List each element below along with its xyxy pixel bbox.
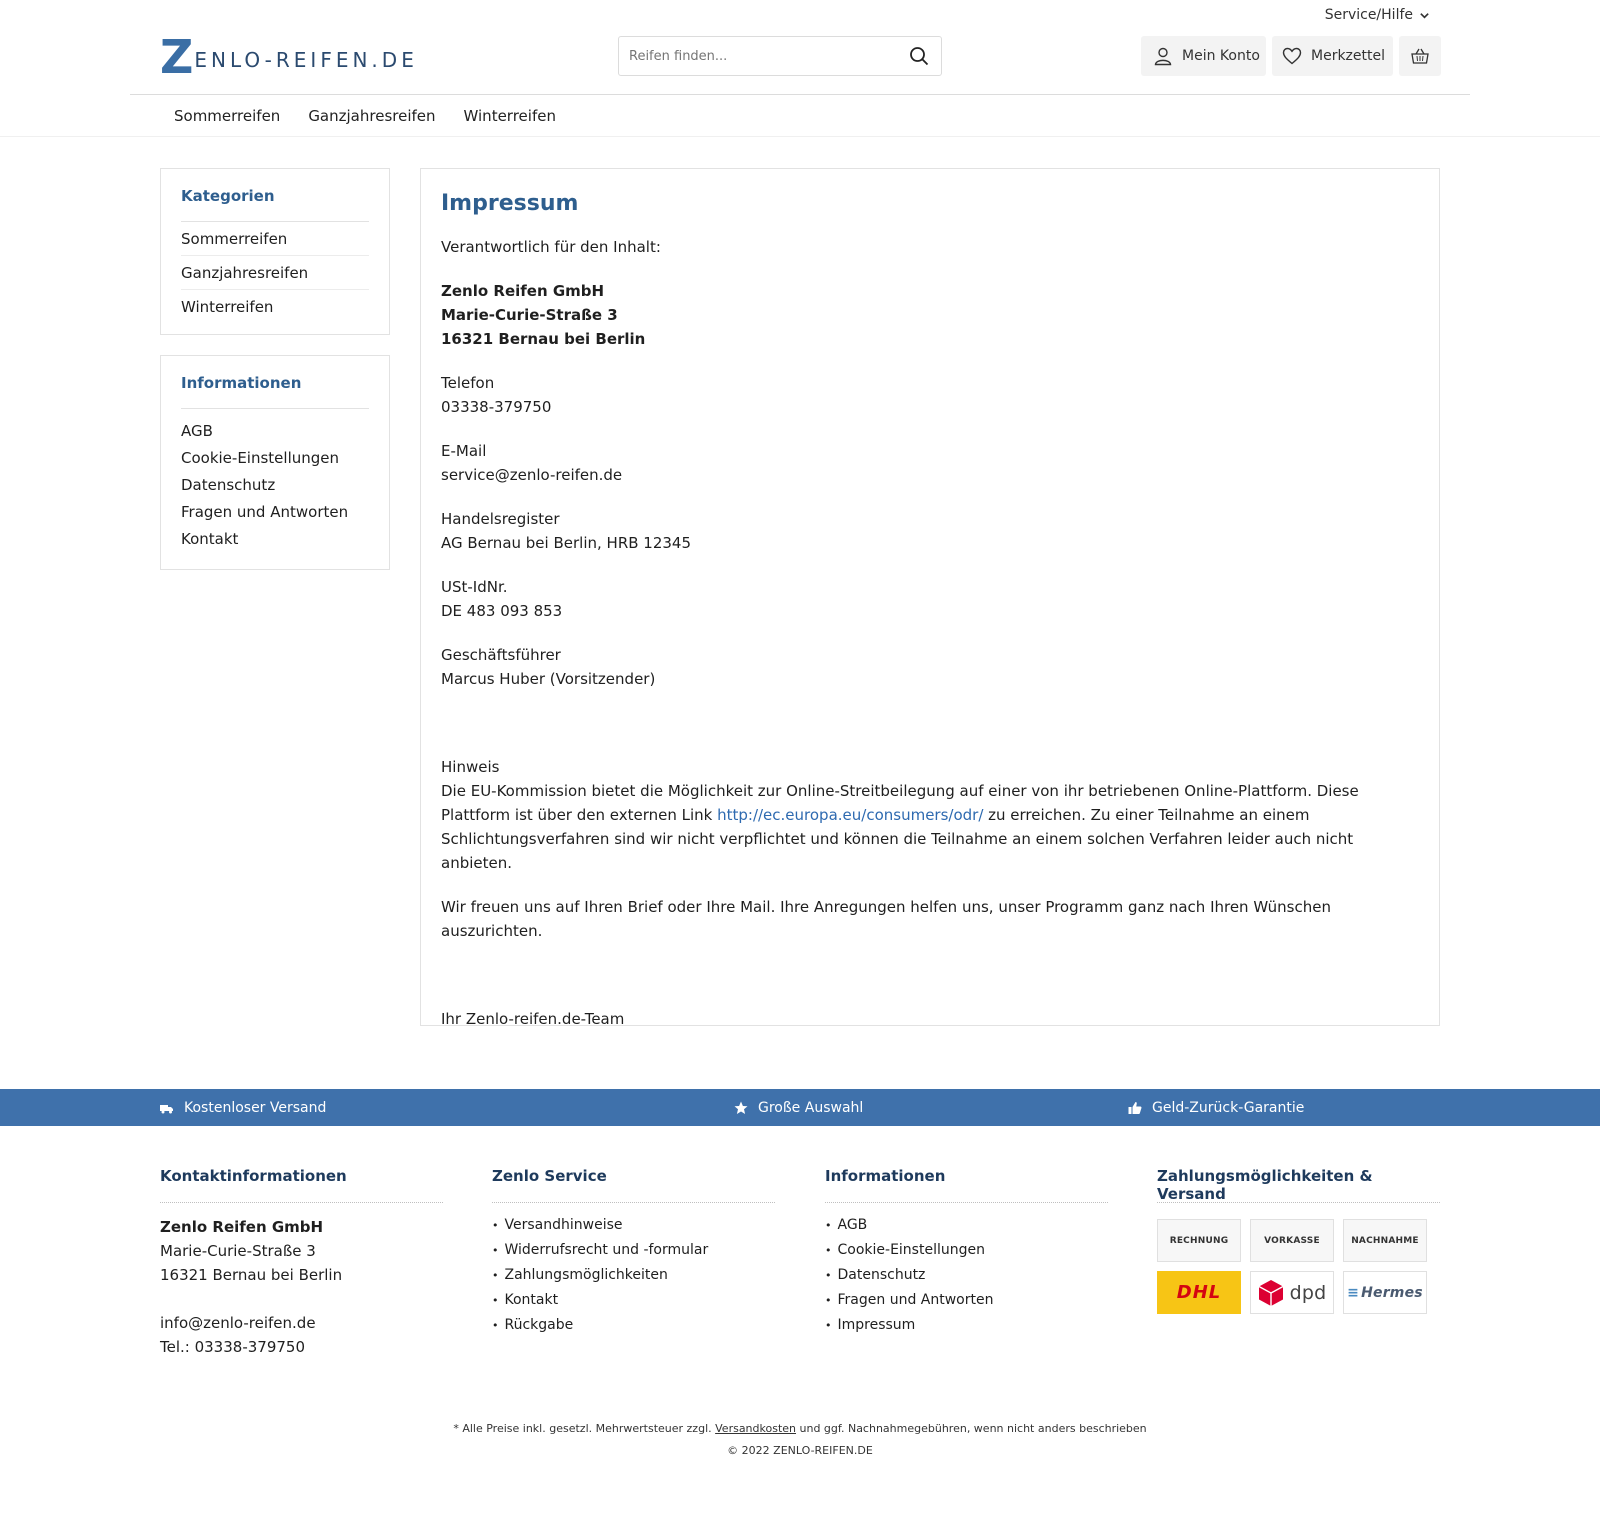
benefit-free-shipping <box>160 1089 326 1126</box>
benefit-label: Kostenloser Versand <box>184 1099 327 1116</box>
footer-information <box>825 1167 1108 1338</box>
sidebar-information <box>160 355 390 570</box>
footer-link-widerrufsrecht[interactable]: • Widerrufsrecht und -formular <box>492 1238 775 1263</box>
price-disclaimer <box>0 1418 1600 1440</box>
notice-block <box>441 755 1419 875</box>
footer-information-title: Informationen <box>825 1167 1108 1203</box>
account-button[interactable] <box>1141 36 1266 76</box>
company-address <box>441 279 1419 351</box>
payment-rechnung: RECHNUNG <box>1157 1219 1241 1262</box>
hermes-logo: Hermes <box>1361 1284 1423 1301</box>
thumbs-up-icon <box>1128 1101 1142 1115</box>
basket-icon <box>1410 46 1430 66</box>
dpd-logo: dpd <box>1289 1281 1327 1304</box>
main-navigation <box>0 95 1600 137</box>
notice-text-2: zu erreichen. Zu einer Teilnahme an einem Schlichtungsverfahren sind wir nicht verpflichtet und können die Teilnahme an einem solchen Verfahren leider auch nicht anbieten. <box>441 806 1354 872</box>
footer-payment <box>1157 1167 1440 1314</box>
footer-payment-title: Zahlungsmöglichkeiten & Versand <box>1157 1167 1440 1203</box>
payment-nachnahme: NACHNAHME <box>1343 1219 1427 1262</box>
cart-button[interactable] <box>1399 36 1441 76</box>
disclaimer-text-2: und ggf. Nachnahmegebühren, wenn nicht anders beschrieben <box>796 1422 1147 1435</box>
signature: Ihr Zenlo-reifen.de-Team <box>441 1010 625 1028</box>
service-help-label: Service/Hilfe <box>1324 7 1413 23</box>
impressum-content <box>420 168 1440 1026</box>
carrier-hermes <box>1343 1271 1427 1314</box>
footer-link-zahlungsmoeglichkeiten[interactable]: • Zahlungsmöglichkeiten <box>492 1263 775 1288</box>
notice-text-1: Die EU-Kommission bietet die Möglichkeit zur Online-Streitbeilegung auf einer von ihr betriebenen Online-Plattform. Diese Plattform ist über den externen Link <box>441 782 1359 824</box>
account-label: Mein Konto <box>1182 48 1260 64</box>
company-city: 16321 Bernau bei Berlin <box>441 330 646 348</box>
footer-contact-title: Kontaktinformationen <box>160 1167 443 1203</box>
footer-link-cookie-settings[interactable]: • Cookie-Einstellungen <box>825 1238 1108 1263</box>
odr-link[interactable]: http://ec.europa.eu/consumers/odr/ <box>717 806 984 824</box>
star-icon <box>734 1101 748 1115</box>
truck-icon <box>160 1101 174 1115</box>
nav-item-ganzjahresreifen[interactable]: Ganzjahresreifen <box>308 107 436 125</box>
email-label: E-Mail <box>441 442 487 460</box>
sidebar-information-title: Informationen <box>181 374 302 392</box>
logo-initial: Z <box>160 30 193 84</box>
wishlist-button[interactable] <box>1272 36 1393 76</box>
company-street: Marie-Curie-Straße 3 <box>441 306 618 324</box>
company-name: Zenlo Reifen GmbH <box>441 282 605 300</box>
search-bar <box>618 36 942 76</box>
footer-city: 16321 Bernau bei Berlin <box>160 1266 343 1284</box>
header <box>0 0 1600 95</box>
service-help-dropdown[interactable] <box>1325 7 1430 23</box>
shipping-costs-link[interactable]: Versandkosten <box>715 1422 797 1435</box>
search-icon <box>909 46 929 66</box>
page-title: Impressum <box>441 191 579 216</box>
email-value: service@zenlo-reifen.de <box>441 466 623 484</box>
footer-email[interactable]: info@zenlo-reifen.de <box>160 1314 316 1332</box>
footer-service <box>492 1167 775 1338</box>
ceo-value: Marcus Huber (Vorsitzender) <box>441 670 656 688</box>
sidebar-item-agb[interactable]: AGB <box>181 422 213 440</box>
footer-phone: Tel.: 03338-379750 <box>160 1338 305 1356</box>
logo[interactable] <box>160 30 418 84</box>
carrier-dpd <box>1250 1271 1334 1314</box>
notice-label: Hinweis <box>441 758 500 776</box>
footer-link-kontakt[interactable]: • Kontakt <box>492 1288 775 1313</box>
footer-link-datenschutz[interactable]: • Datenschutz <box>825 1263 1108 1288</box>
sidebar-item-winterreifen[interactable]: Winterreifen <box>181 298 274 316</box>
nav-item-sommerreifen[interactable]: Sommerreifen <box>174 107 281 125</box>
sidebar-item-datenschutz[interactable]: Datenschutz <box>181 476 276 494</box>
footer-link-faq[interactable]: • Fragen und Antworten <box>825 1288 1108 1313</box>
disclaimer-text-1: * Alle Preise inkl. gesetzl. Mehrwertsteuer zzgl. <box>453 1422 716 1435</box>
sidebar-item-kontakt[interactable]: Kontakt <box>181 530 239 548</box>
vat-value: DE 483 093 853 <box>441 602 563 620</box>
copyright: © 2022 ZENLO-REIFEN.DE <box>727 1444 873 1457</box>
benefit-money-back <box>1128 1089 1304 1126</box>
divider <box>181 408 369 409</box>
register-value: AG Bernau bei Berlin, HRB 12345 <box>441 534 692 552</box>
phone-label: Telefon <box>441 374 495 392</box>
vat-label: USt-IdNr. <box>441 578 508 596</box>
dpd-cube-icon <box>1258 1279 1284 1307</box>
legal-footer <box>0 1418 1600 1462</box>
wishlist-label: Merkzettel <box>1311 48 1385 64</box>
closing-text: Wir freuen uns auf Ihren Brief oder Ihre Mail. Ihre Anregungen helfen uns, unser Programm ganz nach Ihren Wünschen auszurichten. <box>441 898 1331 940</box>
benefit-label: Große Auswahl <box>758 1099 864 1116</box>
sidebar-item-cookie-settings[interactable]: Cookie-Einstellungen <box>181 449 340 467</box>
search-input[interactable] <box>619 37 897 75</box>
footer-link-rueckgabe[interactable]: • Rückgabe <box>492 1313 775 1338</box>
footer-service-title: Zenlo Service <box>492 1167 775 1203</box>
payment-vorkasse: VORKASSE <box>1250 1219 1334 1262</box>
footer-link-versandhinweise[interactable]: • Versandhinweise <box>492 1213 775 1238</box>
sidebar-item-ganzjahresreifen[interactable]: Ganzjahresreifen <box>181 256 369 290</box>
register-block <box>441 507 1419 555</box>
vat-block <box>441 575 1419 623</box>
chevron-down-icon <box>1419 10 1430 21</box>
footer-contact <box>160 1167 443 1359</box>
benefits-bar <box>0 1089 1600 1126</box>
responsible-text: Verantwortlich für den Inhalt: <box>441 238 661 256</box>
footer-street: Marie-Curie-Straße 3 <box>160 1242 316 1260</box>
sidebar-categories <box>160 168 390 335</box>
hermes-wing-icon: ≡ <box>1347 1284 1360 1301</box>
email-block <box>441 439 1419 487</box>
nav-item-winterreifen[interactable]: Winterreifen <box>463 107 556 125</box>
footer-company: Zenlo Reifen GmbH <box>160 1218 324 1236</box>
register-label: Handelsregister <box>441 510 560 528</box>
sidebar-item-sommerreifen[interactable]: Sommerreifen <box>181 222 369 256</box>
dhl-logo: DHL <box>1176 1282 1222 1303</box>
benefit-label: Geld-Zurück-Garantie <box>1152 1099 1305 1116</box>
logo-text: ENLO-REIFEN.DE <box>194 48 418 72</box>
sidebar-categories-title: Kategorien <box>181 187 275 205</box>
ceo-block <box>441 643 1419 691</box>
footer-link-agb[interactable]: • AGB <box>825 1213 1108 1238</box>
sidebar-item-faq[interactable]: Fragen und Antworten <box>181 503 349 521</box>
footer-link-impressum[interactable]: • Impressum <box>825 1313 1108 1338</box>
search-button[interactable] <box>897 37 941 75</box>
phone-block <box>441 371 1419 419</box>
user-icon <box>1153 46 1173 66</box>
phone-value: 03338-379750 <box>441 398 552 416</box>
carrier-dhl <box>1157 1271 1241 1314</box>
heart-icon <box>1282 46 1302 66</box>
ceo-label: Geschäftsführer <box>441 646 561 664</box>
benefit-selection <box>734 1089 863 1126</box>
